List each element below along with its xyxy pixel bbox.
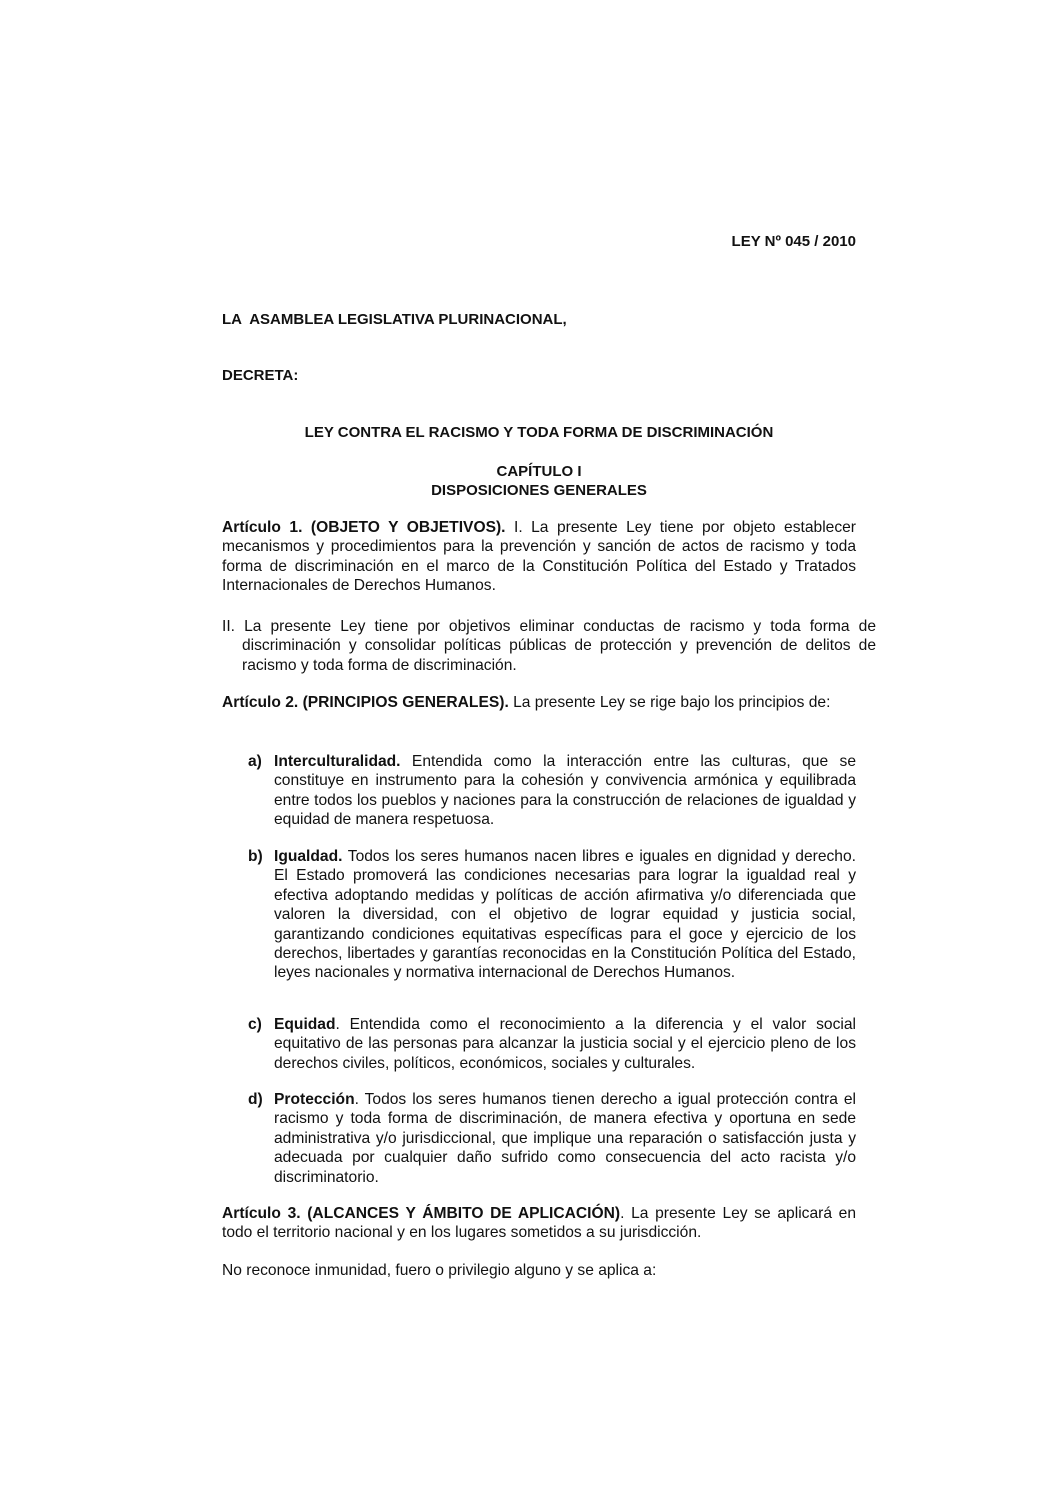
principle-item-d bbox=[248, 1090, 856, 1187]
principle-text: . Entendida como el reconocimiento a la diferencia y el valor social equitativo de las personas para alcanzar la justicia social y el ejercicio pleno de los derechos civiles, políticos, económicos, sociales y culturales. bbox=[274, 1016, 856, 1072]
item-marker: b) bbox=[248, 848, 263, 865]
principle-term: Igualdad. bbox=[274, 848, 343, 865]
article-1-paragraph-1 bbox=[222, 518, 856, 596]
chapter-title: DISPOSICIONES GENERALES bbox=[431, 482, 647, 499]
principle-item-b bbox=[248, 847, 856, 983]
article-3-paragraph-1 bbox=[222, 1204, 856, 1243]
law-number: LEY Nº 045 / 2010 bbox=[731, 233, 856, 250]
article-2-heading: Artículo 2. (PRINCIPIOS GENERALES). bbox=[222, 694, 509, 711]
item-marker: a) bbox=[248, 753, 262, 770]
decreta-heading: DECRETA: bbox=[222, 367, 299, 384]
article-2-intro-text: La presente Ley se rige bajo los principios de: bbox=[508, 694, 831, 711]
principle-item-a bbox=[248, 752, 856, 830]
item-marker: c) bbox=[248, 1016, 262, 1033]
article-3-heading: Artículo 3. (ALCANCES Y ÁMBITO DE APLICACIÓN) bbox=[222, 1205, 621, 1222]
chapter-heading bbox=[222, 462, 856, 500]
article-2-intro bbox=[222, 693, 856, 712]
article-3-paragraph-2: No reconoce inmunidad, fuero o privilegio alguno y se aplica a: bbox=[222, 1262, 657, 1279]
item-marker: d) bbox=[248, 1091, 263, 1108]
article-1-text-1: I. La presente Ley tiene por objeto establecer mecanismos y procedimientos para la prevención y sanción de actos de racismo y toda forma de discriminación en el marco de la Constitución Política del Estado y Tratados Internacionales de Derechos Humanos. bbox=[222, 519, 856, 595]
principle-item-c bbox=[248, 1015, 856, 1073]
article-1-paragraph-2: II. La presente Ley tiene por objetivos eliminar conductas de racismo y toda forma de discriminación y consolidar políticas públicas de protección y prevención de delitos de racismo y toda forma de discriminación. bbox=[222, 618, 876, 674]
article-3-text: . La presente Ley se aplicará en todo el territorio nacional y en los lugares sometidos a su jurisdicción. bbox=[222, 1205, 856, 1242]
principle-term: Interculturalidad. bbox=[274, 753, 401, 770]
principle-text: Entendida como la interacción entre las culturas, que se constituye en instrumento para la cohesión y convivencia armónica y equilibrada entre todos los pueblos y naciones para la construcción de relaciones de igualdad y equidad de manera respetuosa. bbox=[274, 753, 856, 829]
principle-term: Equidad bbox=[274, 1016, 336, 1033]
assembly-heading: LA ASAMBLEA LEGISLATIVA PLURINACIONAL, bbox=[222, 311, 567, 328]
principle-text: . Todos los seres humanos tienen derecho a igual protección contra el racismo y toda forma de discriminación, de manera efectiva y oportuna en sede administrativa y/o jurisdiccional, que implique una reparación o satisfacción justa y adecuada por cualquier daño sufrido como consecuencia del acto racista y/o discriminatorio. bbox=[274, 1091, 856, 1186]
principle-term: Protección bbox=[274, 1091, 355, 1108]
principle-text: Todos los seres humanos nacen libres e iguales en dignidad y derecho. El Estado promoverá las condiciones necesarias para lograr la igualdad real y efectiva adoptando medidas y políticas de acción afirmativa y/o diferenciada que valoren la diversidad, con el objetivo de lograr equidad y justicia social, garantizando condiciones equitativas específicas para el goce y ejercicio de los derechos, libertades y garantías reconocidas en la Constitución Política del Estado, leyes nacionales y normativa internacional de Derechos Humanos. bbox=[274, 848, 856, 982]
law-title: LEY CONTRA EL RACISMO Y TODA FORMA DE DISCRIMINACIÓN bbox=[304, 424, 774, 441]
article-1-heading: Artículo 1. (OBJETO Y OBJETIVOS). bbox=[222, 519, 506, 536]
chapter-number: CAPÍTULO I bbox=[496, 463, 582, 480]
